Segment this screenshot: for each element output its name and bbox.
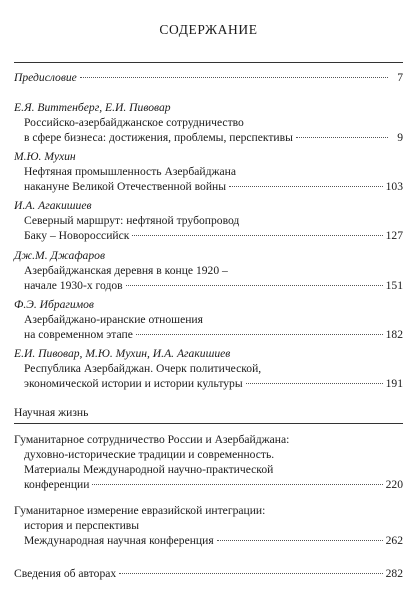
entry-title-line: Азербайджано-иранские отношения	[24, 313, 203, 326]
dot-leader	[136, 334, 383, 335]
entry-title-line: экономической истории и истории культуры	[24, 377, 243, 390]
entry-author: Е.И. Пивовар, М.Ю. Мухин, И.А. Агакишиев	[14, 347, 231, 360]
dot-leader	[296, 137, 388, 138]
toc-entry-article-6[interactable]	[14, 346, 403, 391]
entry-title: Сведения об авторах	[14, 567, 117, 580]
toc-entry-section-2[interactable]	[14, 503, 403, 548]
entry-author: И.А. Агакишиев	[14, 199, 92, 212]
entry-title-line: Гуманитарное измерение евразийской интеграции:	[14, 504, 266, 517]
page-number: 103	[385, 180, 403, 193]
entry-title-line: Баку – Новороссийск	[24, 229, 130, 242]
entry-title-line: Республика Азербайджан. Очерк политической,	[24, 362, 262, 375]
entry-title: Предисловие	[14, 71, 77, 84]
entry-title-line: духовно-исторические традиции и современность.	[24, 448, 275, 461]
toc-entry-section-1[interactable]	[14, 432, 403, 492]
page-number: 191	[385, 377, 403, 390]
page-number: 220	[385, 478, 403, 491]
entry-author: Ф.Э. Ибрагимов	[14, 298, 94, 311]
toc-entry-article-5[interactable]	[14, 297, 403, 342]
entry-title-line: начале 1930-х годов	[24, 279, 123, 292]
dot-leader	[92, 484, 382, 485]
entry-title-line: Северный маршрут: нефтяной трубопровод	[24, 214, 240, 227]
page-number: 9	[397, 131, 403, 144]
dot-leader	[80, 77, 388, 78]
section-divider	[14, 423, 403, 424]
entry-author: Е.Я. Виттенберг, Е.И. Пивовар	[14, 101, 171, 114]
page-title: СОДЕРЖАНИЕ	[159, 22, 258, 37]
toc-entry-article-2[interactable]	[14, 149, 403, 194]
top-divider	[14, 62, 403, 63]
entry-title-line: накануне Великой Отечественной войны	[24, 180, 227, 193]
dot-leader	[217, 540, 383, 541]
toc-entry-preface[interactable]	[14, 70, 403, 85]
dot-leader	[246, 383, 383, 384]
entry-title-line: Материалы Международной научно-практической	[24, 463, 274, 476]
page-number: 7	[397, 71, 403, 84]
page-number: 262	[385, 534, 403, 547]
dot-leader	[132, 235, 382, 236]
entry-author: М.Ю. Мухин	[14, 150, 76, 163]
page-number: 151	[385, 279, 403, 292]
toc-entry-article-1[interactable]	[14, 100, 403, 145]
entry-title-line: конференции	[24, 478, 90, 491]
entry-title-line: Международная научная конференция	[24, 534, 214, 547]
page-number: 282	[385, 567, 403, 580]
entry-title-line: Гуманитарное сотрудничество России и Азербайджана:	[14, 433, 290, 446]
toc-entry-article-3[interactable]	[14, 198, 403, 243]
entry-title-line: Российско-азербайджанское сотрудничество	[24, 116, 244, 129]
entry-title-line: в сфере бизнеса: достижения, проблемы, перспективы	[24, 131, 293, 144]
entry-title-line: на современном этапе	[24, 328, 133, 341]
entry-title-line: Азербайджанская деревня в конце 1920 –	[24, 264, 228, 277]
toc-entry-article-4[interactable]	[14, 248, 403, 293]
toc-entry-authors[interactable]	[14, 566, 403, 581]
page-number: 127	[385, 229, 403, 242]
entry-author: Дж.М. Джафаров	[14, 249, 105, 262]
entry-title-line: история и перспективы	[24, 519, 140, 532]
dot-leader	[126, 285, 383, 286]
section-heading: Научная жизнь	[14, 406, 89, 419]
page-number: 182	[385, 328, 403, 341]
dot-leader	[229, 186, 383, 187]
entry-title-line: Нефтяная промышленность Азербайджана	[24, 165, 237, 178]
dot-leader	[119, 573, 382, 574]
